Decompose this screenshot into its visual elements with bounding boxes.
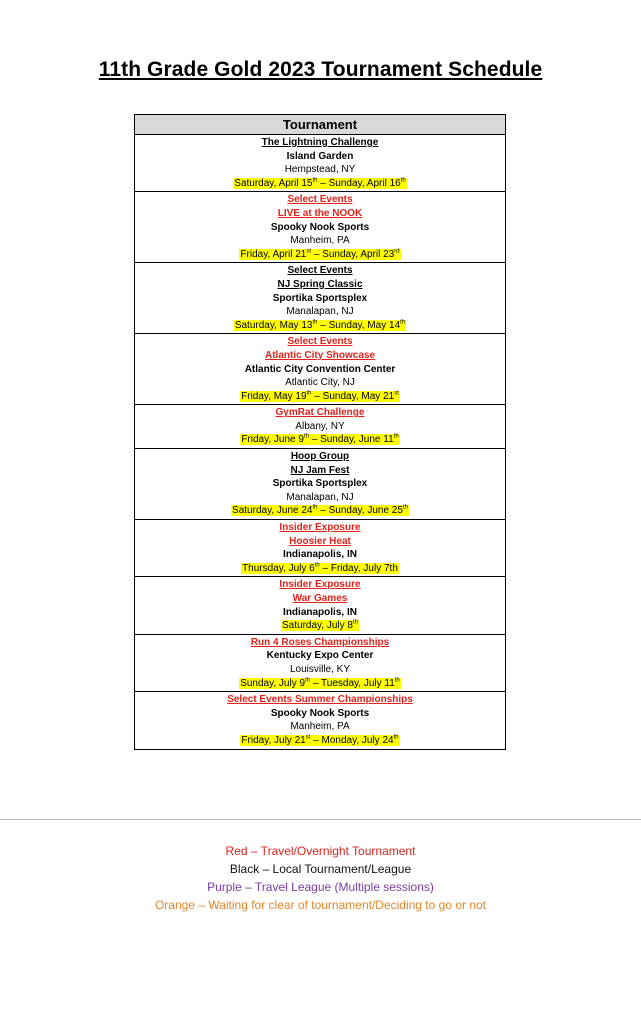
- event-detail: NJ Jam Fest: [290, 464, 350, 476]
- event-detail: Louisville, KY: [289, 663, 351, 675]
- schedule-table: [134, 114, 506, 750]
- date-text: – Sunday, June 11: [308, 434, 394, 446]
- date-highlight: [241, 563, 399, 574]
- date-highlight: [281, 620, 359, 631]
- date-text: Saturday, July 8: [282, 620, 353, 632]
- tournament-cell: [135, 263, 506, 334]
- event-name: Run 4 Roses Championships: [250, 636, 390, 648]
- table-row: [135, 192, 506, 263]
- date-suffix: th: [393, 434, 399, 441]
- date-suffix: th: [400, 319, 406, 326]
- tournament-cell: [135, 334, 506, 405]
- date-text: Sunday, July 9: [240, 677, 306, 689]
- event-detail: NJ Spring Classic: [277, 278, 363, 290]
- date-text: – Sunday, May 21: [311, 390, 395, 402]
- event-name: Select Events Summer Championships: [227, 694, 413, 706]
- date-suffix: rd: [394, 248, 400, 255]
- date-text: Thursday, July 6: [242, 562, 315, 574]
- date-suffix: th: [400, 177, 406, 184]
- date-suffix: st: [305, 734, 311, 741]
- event-dates: [135, 562, 505, 576]
- event-detail: Manheim, PA: [290, 235, 350, 247]
- tournament-cell: [135, 520, 506, 577]
- event-name: Hoop Group: [290, 451, 350, 463]
- date-highlight: [240, 434, 399, 445]
- date-suffix: th: [393, 734, 399, 741]
- table-row: [135, 449, 506, 520]
- table-row: [135, 135, 506, 192]
- event-detail: Island Garden: [286, 150, 354, 162]
- date-highlight: [240, 735, 399, 746]
- color-legend: [0, 842, 641, 914]
- event-dates: [135, 619, 505, 633]
- table-row: [135, 692, 506, 749]
- table-row: [135, 405, 506, 449]
- date-text: Friday, July 21: [241, 734, 306, 746]
- date-suffix: th: [312, 177, 318, 184]
- divider: [0, 819, 641, 820]
- date-text: – Sunday, April 16: [317, 177, 401, 189]
- date-text: Saturday, June 24: [232, 505, 313, 517]
- event-dates: [135, 504, 505, 518]
- date-suffix: th: [303, 434, 309, 441]
- tournament-cell: [135, 135, 506, 192]
- schedule-body: [135, 135, 506, 750]
- event-name: Insider Exposure: [279, 579, 361, 591]
- date-suffix: th: [306, 390, 312, 397]
- event-detail: Hempstead, NY: [284, 164, 356, 176]
- event-detail: Manheim, PA: [290, 721, 350, 733]
- table-header: Tournament: [135, 115, 506, 135]
- tournament-cell: [135, 405, 506, 449]
- date-text: Saturday, May 13: [234, 319, 313, 331]
- legend-item: Black – Local Tournament/League: [229, 862, 412, 876]
- event-dates: [135, 677, 505, 691]
- event-dates: [135, 177, 505, 191]
- legend-item: Purple – Travel League (Multiple sessions): [207, 880, 434, 894]
- event-name: Select Events: [287, 336, 353, 348]
- table-row: [135, 520, 506, 577]
- date-highlight: [239, 249, 400, 260]
- date-suffix: th: [314, 562, 320, 569]
- date-suffix: th: [402, 505, 408, 512]
- event-name: Select Events: [287, 265, 353, 277]
- table-row: [135, 263, 506, 334]
- table-row: [135, 334, 506, 405]
- event-dates: [135, 390, 505, 404]
- date-text: – Tuesday, July 11: [310, 677, 395, 689]
- date-suffix: th: [305, 677, 311, 684]
- date-suffix: th: [312, 505, 318, 512]
- tournament-cell: [135, 692, 506, 749]
- date-text: – Sunday, May 14: [317, 319, 401, 331]
- date-suffix: th: [352, 619, 358, 626]
- event-name: GymRat Challenge: [275, 407, 365, 419]
- event-detail: Sportika Sportsplex: [272, 478, 368, 490]
- date-highlight: [239, 678, 401, 689]
- event-detail: Albany, NY: [295, 420, 345, 432]
- event-name: The Lightning Challenge: [261, 137, 379, 148]
- date-text: – Sunday, April 23: [311, 248, 395, 260]
- date-text: Friday, May 19: [241, 390, 307, 402]
- date-highlight: [240, 391, 400, 402]
- event-dates: [135, 248, 505, 262]
- tournament-cell: [135, 449, 506, 520]
- event-dates: [135, 319, 505, 333]
- event-detail: Hoosier Heat: [289, 535, 351, 547]
- legend-item: Orange – Waiting for clear of tournament/Deciding to go or not: [154, 898, 487, 912]
- event-detail: Manalapan, NJ: [286, 491, 354, 503]
- date-text: – Friday, July 7th: [319, 562, 398, 574]
- event-name: Insider Exposure: [279, 522, 361, 534]
- event-detail: Manalapan, NJ: [286, 306, 354, 318]
- date-text: – Monday, July 24: [310, 734, 394, 746]
- event-name: Select Events: [287, 194, 353, 206]
- legend-item: Red – Travel/Overnight Tournament: [225, 844, 416, 858]
- date-text: Saturday, April 15: [234, 177, 313, 189]
- event-dates: [135, 734, 505, 748]
- event-detail: Indianapolis, IN: [283, 549, 357, 561]
- event-detail: Atlantic City Convention Center: [244, 363, 396, 375]
- event-detail: Spooky Nook Sports: [270, 221, 370, 233]
- event-detail: Atlantic City Showcase: [264, 349, 376, 361]
- event-detail: Indianapolis, IN: [283, 606, 357, 618]
- date-text: Friday, June 9: [241, 434, 304, 446]
- event-dates: [135, 433, 505, 447]
- page-title: 11th Grade Gold 2023 Tournament Schedule: [98, 58, 543, 81]
- date-suffix: th: [394, 677, 400, 684]
- event-detail: Sportika Sportsplex: [272, 292, 368, 304]
- event-detail: Atlantic City, NJ: [285, 377, 355, 389]
- tournament-cell: [135, 192, 506, 263]
- table-row: [135, 634, 506, 691]
- table-row: [135, 577, 506, 634]
- date-suffix: th: [312, 319, 318, 326]
- date-text: Friday, April 21: [240, 248, 307, 260]
- tournament-cell: [135, 634, 506, 691]
- tournament-cell: [135, 577, 506, 634]
- date-highlight: [231, 505, 409, 516]
- event-detail: LIVE at the NOOK: [277, 207, 363, 219]
- event-detail: Kentucky Expo Center: [266, 650, 374, 662]
- date-highlight: [233, 178, 406, 189]
- event-detail: War Games: [292, 593, 348, 604]
- date-text: – Sunday, June 25: [317, 505, 403, 517]
- date-highlight: [234, 320, 406, 331]
- date-suffix: st: [394, 390, 399, 397]
- event-detail: Spooky Nook Sports: [270, 707, 370, 719]
- date-suffix: st: [306, 248, 312, 255]
